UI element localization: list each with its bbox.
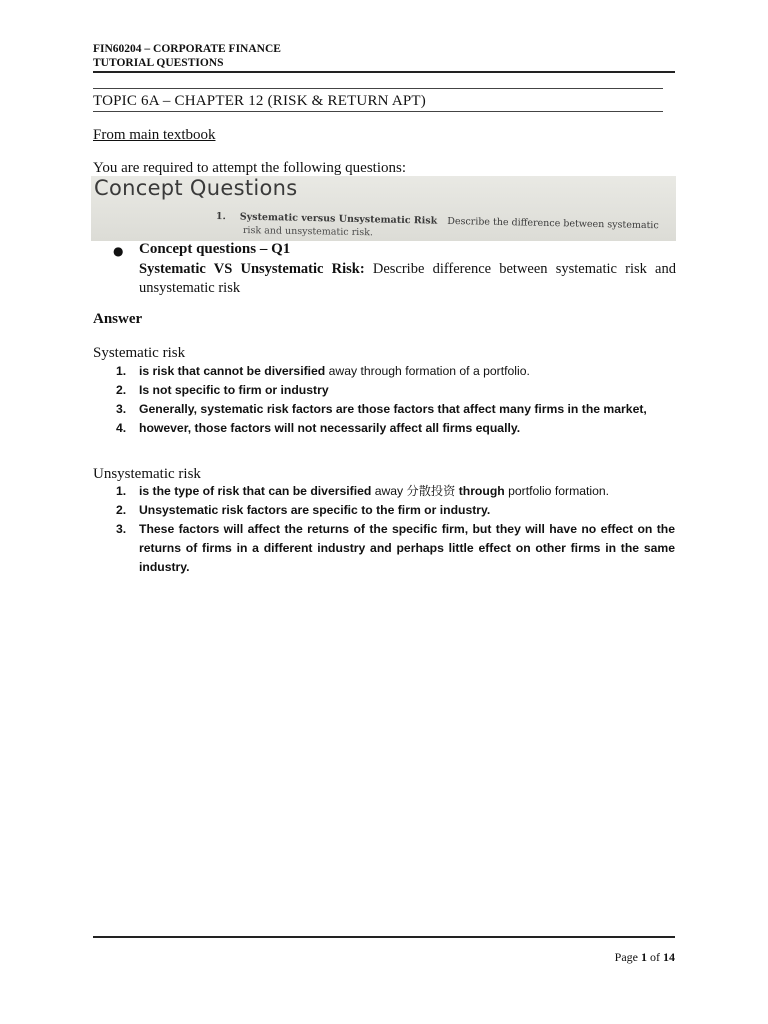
systematic-risk-title: Systematic risk [93, 345, 186, 361]
topic-top-border [93, 88, 663, 89]
topic-heading: TOPIC 6A – CHAPTER 12 (RISK & RETURN APT) [93, 93, 426, 109]
question-title: Concept questions – Q1 [139, 241, 291, 257]
list-item: 1. is risk that cannot be diversified away through formation of a portfolio. [116, 364, 530, 378]
list-item: 1. is the type of risk that can be diversified away 分散投资 through portfolio formation. [116, 484, 610, 498]
scanned-textbook-excerpt [91, 176, 676, 241]
scan-question-number: 1. [215, 211, 226, 223]
bullet-icon: ● [113, 244, 124, 258]
list-item: 4. however, those factors will not necessarily affect all firms equally. [116, 421, 521, 435]
page-number: Page 1 of 14 [614, 950, 675, 964]
question-text: Describe difference between systematic risk and unsystematic risk [139, 261, 676, 296]
scan-question-topic: Systematic versus Unsystematic Risk [239, 211, 438, 227]
header-subtitle: TUTORIAL QUESTIONS [93, 57, 224, 69]
list-item: 3. These factors will affect the returns of the specific firm, but they will have no effect on the returns of firms in a different industry and perhaps little effect on other firms in the same industry. [116, 522, 675, 574]
unsystematic-risk-title: Unsystematic risk [93, 466, 201, 482]
topic-bottom-border [93, 111, 663, 112]
document-header [93, 42, 281, 70]
list-item: 3. Generally, systematic risk factors are those factors that affect many firms in the market, [116, 402, 647, 416]
scan-question-text: Describe the difference between systematic [447, 215, 659, 232]
question-bold-prefix: Systematic VS Unsystematic Risk: [139, 261, 365, 277]
current-page: 1 [641, 950, 647, 964]
header-divider [93, 71, 675, 73]
list-item: 2. Unsystematic risk factors are specific to the firm or industry. [116, 503, 491, 517]
list-item: 2. Is not specific to firm or industry [116, 383, 329, 397]
answer-label: Answer [93, 311, 143, 327]
unsystematic-risk-list [93, 482, 675, 577]
instruction-text: You are required to attempt the following questions: [93, 160, 407, 176]
total-pages: 14 [663, 950, 675, 964]
footer-divider [93, 936, 675, 938]
scan-question-continuation: risk and unsystematic risk. [242, 225, 373, 239]
systematic-risk-list [93, 362, 675, 438]
source-line: From main textbook [93, 127, 216, 143]
scan-title: Concept Questions [94, 176, 298, 200]
question-description [139, 260, 676, 298]
course-title: FIN60204 – CORPORATE FINANCE [93, 43, 281, 55]
